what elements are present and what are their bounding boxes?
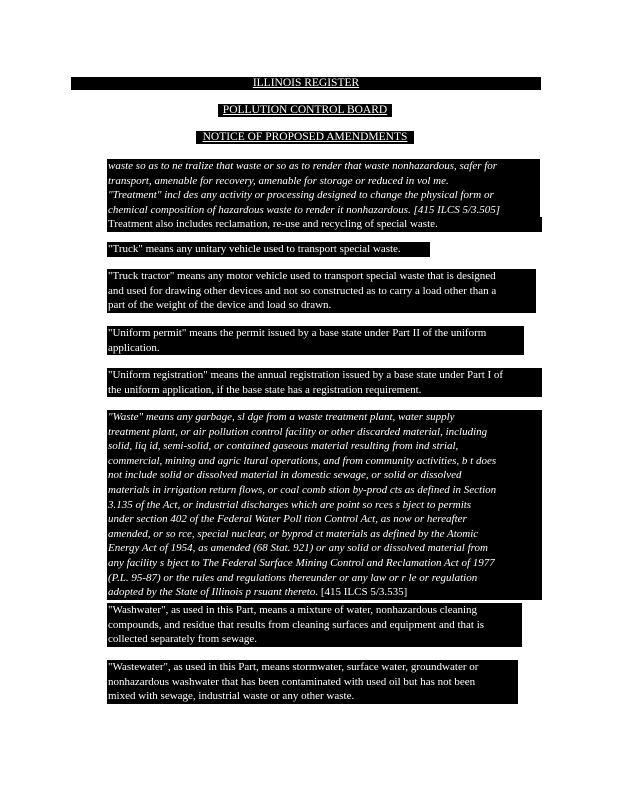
text-line: Treatment also includes reclamation, re-use and recycling of special waste. xyxy=(107,217,542,232)
text-line: mixed with sewage, industrial waste or any other waste. xyxy=(107,689,518,704)
text-line: "Uniform permit" means the permit issued by a base state under Part II of the uniform xyxy=(107,326,524,341)
text-line: materials in irrigation return flows, or coal comb stion by-prod cts as defined in Section xyxy=(107,483,542,498)
text-line: "Truck" means any unitary vehicle used to transport special waste. xyxy=(107,242,430,257)
text-line: "Treatment" incl des any activity or processing designed to change the physical form or xyxy=(107,188,540,203)
text-line: not include solid or dissolved material in domestic sewage, or solid or dissolved xyxy=(107,468,542,483)
text-line: part of the weight of the device and load so drawn. xyxy=(107,298,536,313)
paragraph-washwater xyxy=(107,603,522,647)
text-line: "Uniform registration" means the annual registration issued by a base state under Part I of xyxy=(107,368,542,383)
text-line: solid, liq id, semi-solid, or contained gaseous material resulting from ind strial, xyxy=(107,439,542,454)
text-line: the uniform application, if the base state has a registration requirement. xyxy=(107,383,542,398)
text-line: application. xyxy=(107,341,524,356)
text-line: "Truck tractor" means any motor vehicle used to transport special waste that is designed xyxy=(107,269,536,284)
paragraph-treatment-continued xyxy=(107,159,542,232)
register-title: ILLINOIS REGISTER xyxy=(252,77,360,89)
text-line: (P.L. 95-87) or the rules and regulations thereunder or any law or r le or regulation xyxy=(107,571,542,586)
text-line: 3.135 of the Act, or industrial discharges which are point so rces s bject to permits xyxy=(107,498,542,513)
text-line: "Waste" means any garbage, sl dge from a waste treatment plant, water supply xyxy=(107,410,542,425)
text-line: Energy Act of 1954, as amended (68 Stat. 921) or any solid or dissolved material from xyxy=(107,541,542,556)
text-line: nonhazardous washwater that has been contaminated with used oil but has not been xyxy=(107,675,518,690)
register-header xyxy=(71,77,541,90)
text-line: transport, amenable for recovery, amenable for storage or reduced in vol me. xyxy=(107,174,540,189)
paragraph-wastewater xyxy=(107,660,518,704)
paragraph-truck xyxy=(107,242,430,257)
text-line: adopted by the State of Illinois p rsuant thereto. [415 ILCS 5/3.535] xyxy=(107,585,542,600)
text-line: compounds, and residue that results from cleaning surfaces and equipment and that is xyxy=(107,618,522,633)
board-header xyxy=(218,104,392,117)
notice-header xyxy=(196,131,414,144)
text-line: under section 402 of the Federal Water Poll tion Control Act, as now or hereafter xyxy=(107,512,542,527)
text-line: commercial, mining and agric ltural operations, and from community activities, b t does xyxy=(107,454,542,469)
text-line: waste so as to ne tralize that waste or so as to render that waste nonhazardous, safer for xyxy=(107,159,540,174)
text-line: chemical composition of hazardous waste to render it nonhazardous. [415 ILCS 5/3.505] xyxy=(107,203,540,218)
text-line: and used for drawing other devices and not so constructed as to carry a load other than a xyxy=(107,284,536,299)
paragraph-waste xyxy=(107,410,542,600)
paragraph-uniform-permit xyxy=(107,326,524,355)
text-line: treatment plant, or air pollution control facility or other discarded material, including xyxy=(107,425,542,440)
text-line: any facility s bject to The Federal Surface Mining Control and Reclamation Act of 1977 xyxy=(107,556,542,571)
text-line: "Washwater", as used in this Part, means a mixture of water, nonhazardous cleaning xyxy=(107,603,522,618)
notice-title: NOTICE OF PROPOSED AMENDMENTS xyxy=(202,131,408,143)
text-line: amended, or so rce, special nuclear, or byprod ct materials as defined by the Atomic xyxy=(107,527,542,542)
paragraph-uniform-registration xyxy=(107,368,542,397)
text-line: "Wastewater", as used in this Part, means stormwater, surface water, groundwater or xyxy=(107,660,518,675)
board-title: POLLUTION CONTROL BOARD xyxy=(222,104,388,116)
paragraph-truck-tractor xyxy=(107,269,536,313)
text-line: collected separately from sewage. xyxy=(107,632,522,647)
